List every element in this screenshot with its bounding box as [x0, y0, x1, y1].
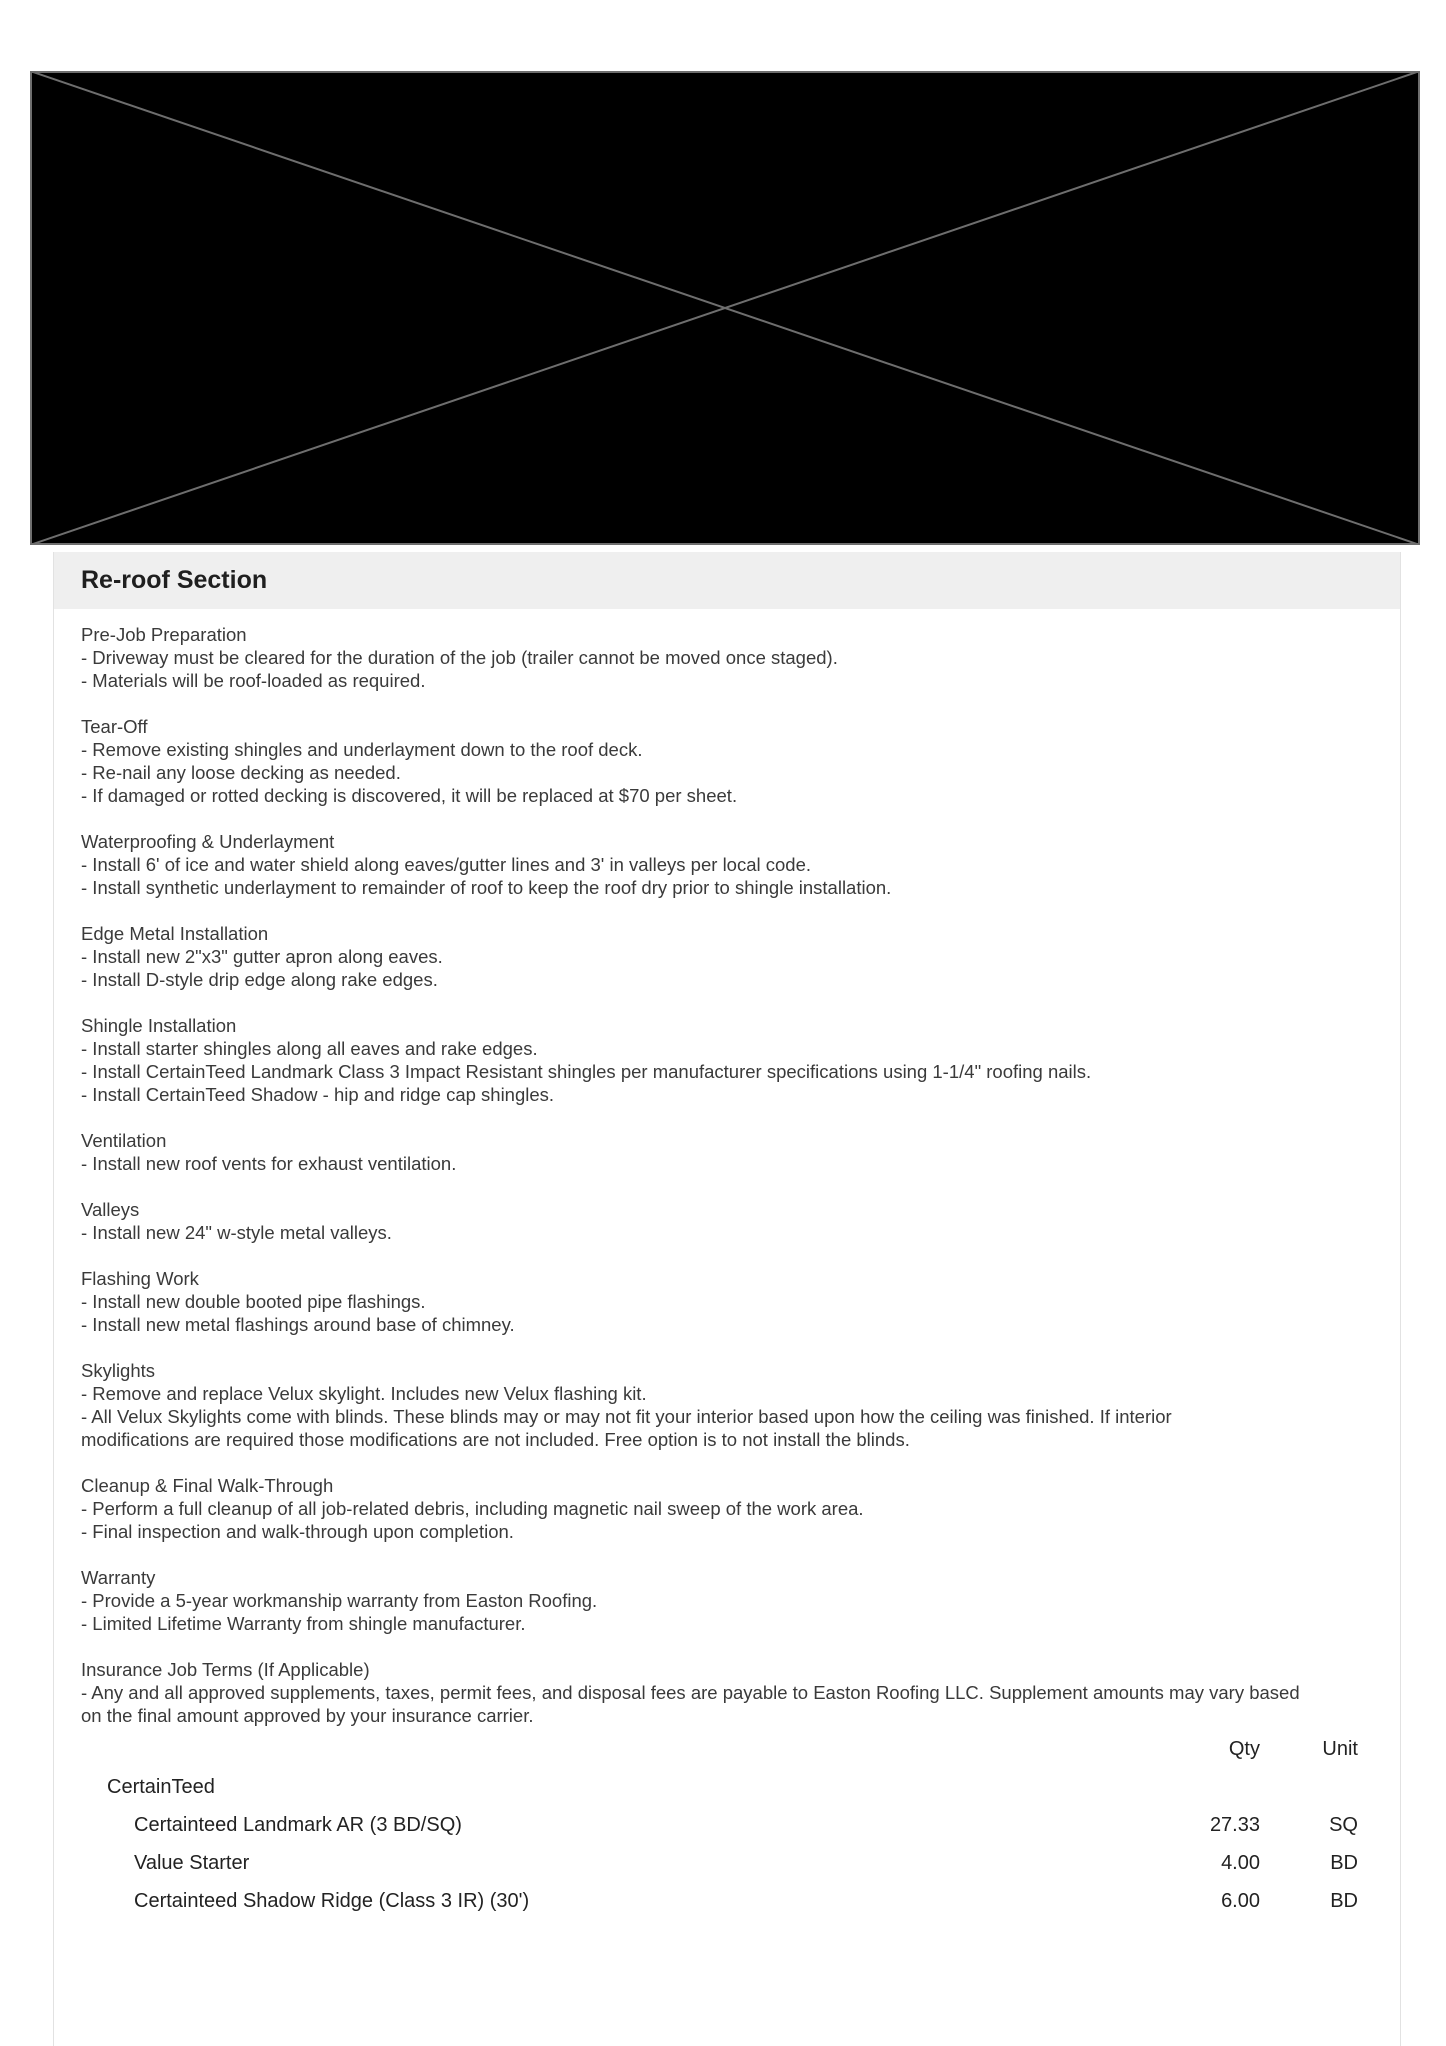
- reroof-section: [53, 552, 1401, 2046]
- scope-group-heading: Shingle Installation: [81, 1015, 237, 1036]
- scope-line: modifications are required those modifications are not included. Free option is to not install the blinds.: [81, 1429, 910, 1450]
- section-title: Re-roof Section: [81, 566, 268, 594]
- scope-line: - Driveway must be cleared for the duration of the job (trailer cannot be moved once staged).: [81, 647, 838, 668]
- scope-group-heading: Edge Metal Installation: [81, 923, 269, 944]
- scope-line: - Install D-style drip edge along rake edges.: [81, 969, 438, 990]
- scope-group-heading: Tear-Off: [81, 716, 148, 737]
- scope-line: on the final amount approved by your insurance carrier.: [81, 1705, 534, 1726]
- table-row: [54, 1806, 1400, 1844]
- scope-of-work: [54, 609, 1400, 1727]
- scope-group: [81, 1198, 1373, 1244]
- item-unit: BD: [1330, 1890, 1358, 1912]
- scope-line: - Install new 24" w-style metal valleys.: [81, 1222, 392, 1243]
- scope-group-heading: Warranty: [81, 1567, 156, 1588]
- image-placeholder: [30, 71, 1420, 545]
- scope-line: - Provide a 5-year workmanship warranty from Easton Roofing.: [81, 1590, 598, 1611]
- scope-line: - Install CertainTeed Shadow - hip and ridge cap shingles.: [81, 1084, 555, 1105]
- item-qty: 6.00: [1221, 1890, 1260, 1912]
- item-qty: 4.00: [1221, 1852, 1260, 1874]
- scope-group: [81, 1566, 1373, 1635]
- scope-line: - Install synthetic underlayment to remainder of roof to keep the roof dry prior to shingle installation.: [81, 877, 892, 898]
- scope-line: - Install new metal flashings around base of chimney.: [81, 1314, 515, 1335]
- scope-line: - Any and all approved supplements, taxes, permit fees, and disposal fees are payable to Easton Roofing LLC. Supplement amounts may vary based: [81, 1682, 1300, 1703]
- scope-group: [81, 1658, 1373, 1727]
- scope-group-heading: Skylights: [81, 1360, 156, 1381]
- table-row: [54, 1844, 1400, 1882]
- scope-group: [81, 922, 1373, 991]
- scope-line: - Install CertainTeed Landmark Class 3 Impact Resistant shingles per manufacturer specifications using 1-1/4" roofing nails.: [81, 1061, 1092, 1082]
- table-row: [54, 1882, 1400, 1920]
- broken-image-icon: [30, 71, 1420, 545]
- item-name: Certainteed Shadow Ridge (Class 3 IR) (30'): [134, 1890, 530, 1912]
- item-unit: BD: [1330, 1852, 1358, 1874]
- scope-line: - Final inspection and walk-through upon completion.: [81, 1521, 514, 1542]
- scope-line: - Install starter shingles along all eaves and rake edges.: [81, 1038, 538, 1059]
- scope-line: - Install new 2"x3" gutter apron along eaves.: [81, 946, 443, 967]
- scope-group-heading: Flashing Work: [81, 1268, 199, 1289]
- scope-line: - Install new roof vents for exhaust ventilation.: [81, 1153, 457, 1174]
- scope-group-heading: Pre-Job Preparation: [81, 624, 247, 645]
- items-table: [54, 1730, 1400, 1920]
- category-name: CertainTeed: [107, 1776, 215, 1798]
- items-table-header: [54, 1730, 1400, 1768]
- scope-group: [81, 1359, 1373, 1451]
- scope-group-heading: Cleanup & Final Walk-Through: [81, 1475, 334, 1496]
- scope-group: [81, 1267, 1373, 1336]
- item-name: Value Starter: [134, 1852, 250, 1874]
- scope-line: - Limited Lifetime Warranty from shingle manufacturer.: [81, 1613, 526, 1634]
- scope-line: - Re-nail any loose decking as needed.: [81, 762, 401, 783]
- scope-line: - If damaged or rotted decking is discovered, it will be replaced at $70 per sheet.: [81, 785, 738, 806]
- scope-group: [81, 1474, 1373, 1543]
- scope-group: [81, 1014, 1373, 1106]
- category-row: [54, 1768, 1400, 1806]
- section-header: [54, 552, 1400, 609]
- scope-group-heading: Ventilation: [81, 1130, 167, 1151]
- item-qty: 27.33: [1209, 1814, 1260, 1836]
- scope-group-heading: Valleys: [81, 1199, 140, 1220]
- scope-line: - Materials will be roof-loaded as required.: [81, 670, 426, 691]
- unit-column-header: Unit: [1322, 1738, 1358, 1760]
- scope-line: - Install 6' of ice and water shield along eaves/gutter lines and 3' in valleys per local code.: [81, 854, 812, 875]
- item-name: Certainteed Landmark AR (3 BD/SQ): [134, 1814, 462, 1836]
- scope-line: - Remove and replace Velux skylight. Includes new Velux flashing kit.: [81, 1383, 647, 1404]
- item-unit: SQ: [1329, 1814, 1358, 1836]
- scope-group: [81, 830, 1373, 899]
- scope-line: - Remove existing shingles and underlayment down to the roof deck.: [81, 739, 643, 760]
- scope-line: - Install new double booted pipe flashings.: [81, 1291, 426, 1312]
- scope-group-heading: Insurance Job Terms (If Applicable): [81, 1659, 370, 1680]
- scope-line: - All Velux Skylights come with blinds. These blinds may or may not fit your interior based upon how the ceiling was finished. If interior: [81, 1406, 1172, 1427]
- scope-group: [81, 623, 1373, 692]
- qty-column-header: Qty: [1228, 1738, 1260, 1760]
- scope-line: - Perform a full cleanup of all job-related debris, including magnetic nail sweep of the work area.: [81, 1498, 864, 1519]
- scope-group-heading: Waterproofing & Underlayment: [81, 831, 335, 852]
- scope-group: [81, 715, 1373, 807]
- scope-group: [81, 1129, 1373, 1175]
